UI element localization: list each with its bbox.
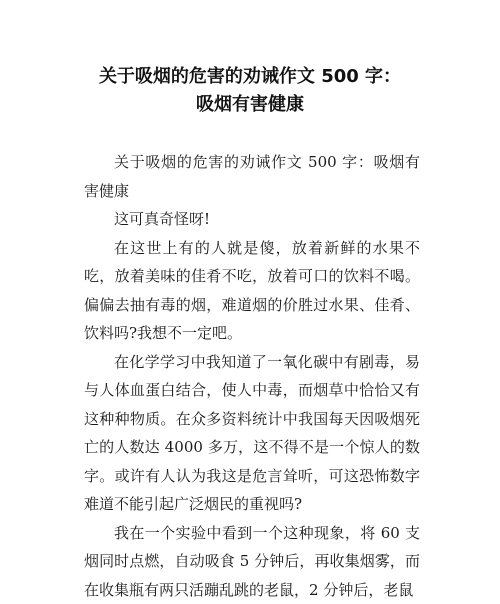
paragraph: 在这世上有的人就是傻，放着新鲜的水果不吃，放着美味的佳肴不吃，放着可口的饮料不喝。偏偏去抽有毒的烟，难道烟的价胜过水果、佳肴、饮料吗?我想不一定吧。	[84, 234, 420, 348]
paragraph: 我在一个实验中看到一个这种现象，将 60 支烟同时点燃，自动吸食 5 分钟后，再收集烟雾，而在收集瓶有两只活蹦乱跳的老鼠，2 分钟后，老鼠	[84, 519, 420, 604]
document-title-line-2: 吸烟有害健康	[0, 92, 500, 118]
document-title-line-1: 关于吸烟的危害的劝诫作文 500 字：	[0, 64, 500, 90]
paragraph: 关于吸烟的危害的劝诫作文 500 字：吸烟有害健康	[84, 148, 420, 205]
paragraph: 在化学学习中我知道了一氧化碳中有剧毒，易与人体血蛋白结合，使人中毒，而烟草中恰恰又有这种种物质。在众多资料统计中我国每天因吸烟死亡的人数达 4000 多万，这不得不是一个惊人的数字。或许有人认为我这是危言耸听，可这恐怖数字难道不能引起广泛烟民的重视吗?	[84, 348, 420, 519]
document-body	[84, 148, 420, 604]
paragraph: 这可真奇怪呀!	[84, 205, 420, 234]
